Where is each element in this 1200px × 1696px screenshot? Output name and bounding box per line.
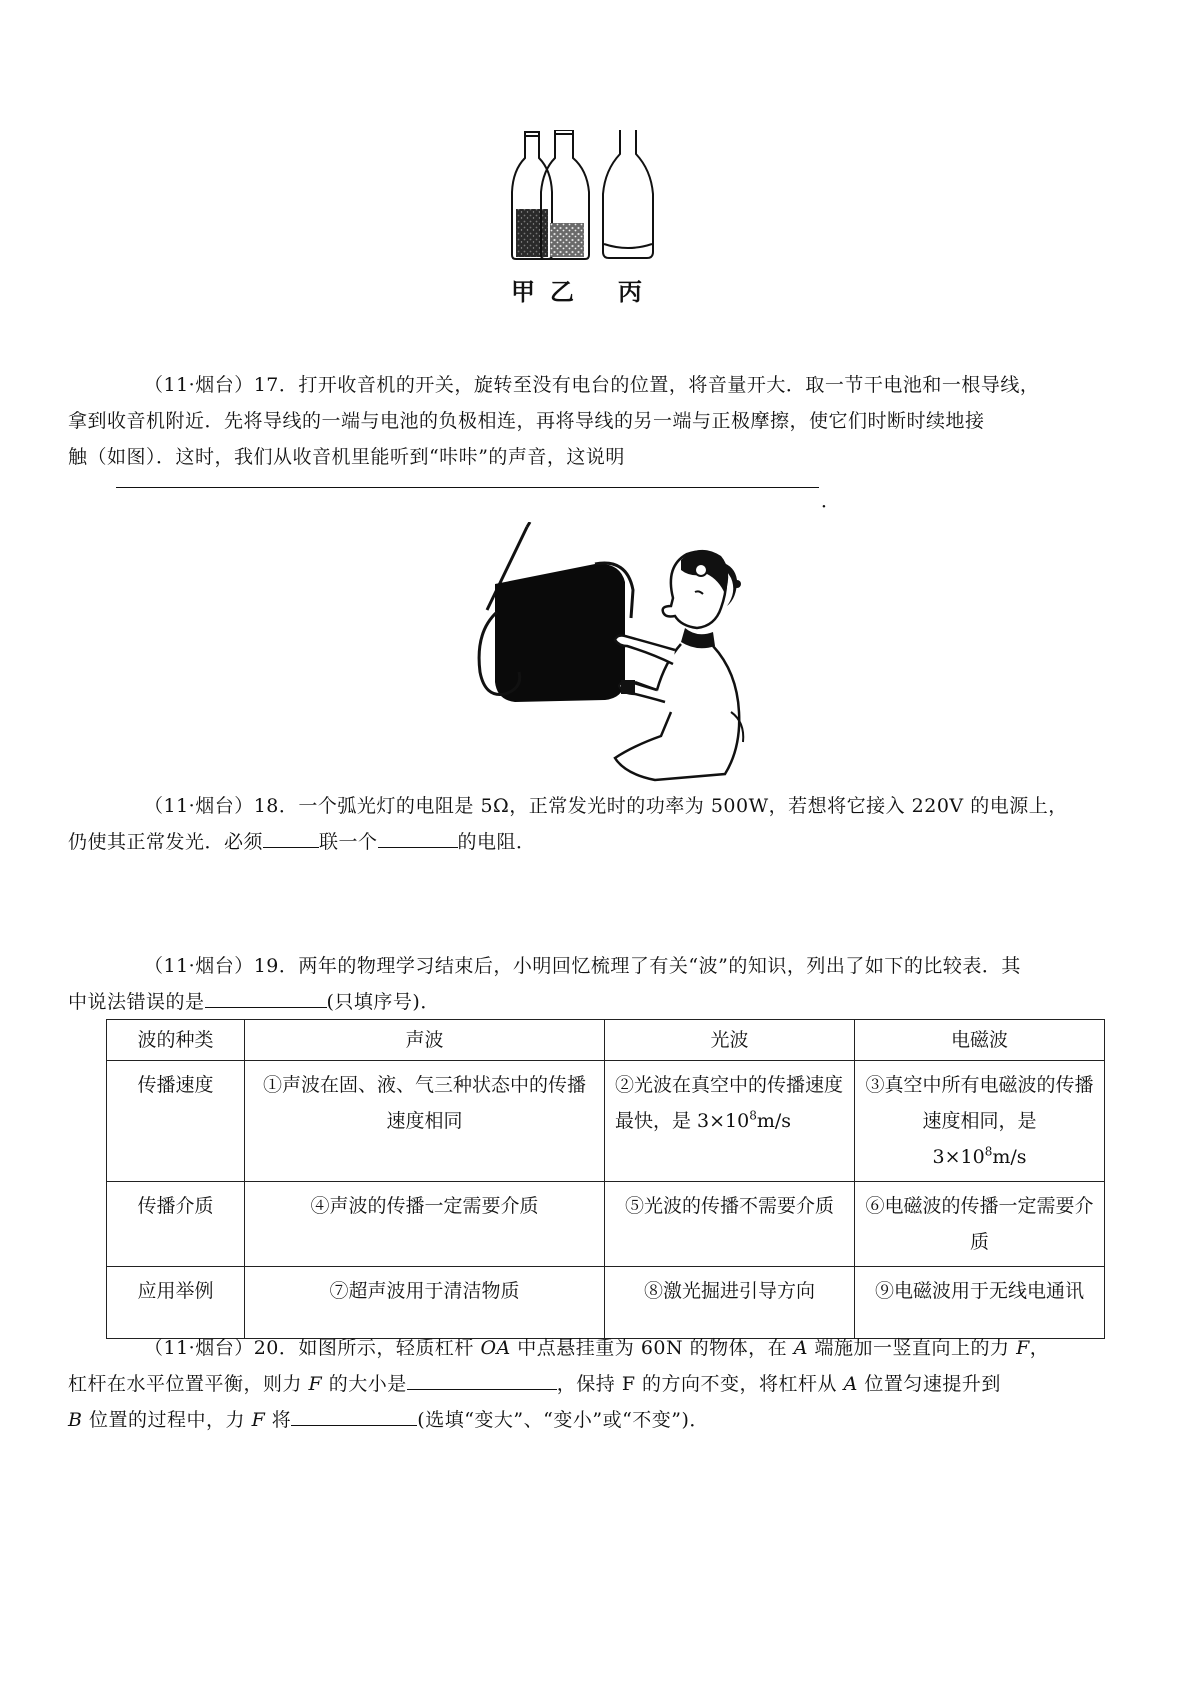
q20-text: ， xyxy=(1029,1337,1050,1359)
table-row xyxy=(107,1061,1105,1182)
table-row xyxy=(107,1182,1105,1267)
q20-text: 端施加一竖直向上的力 xyxy=(807,1337,1017,1359)
q17-line3: 触（如图）．这时，我们从收音机里能听到“咔咔”的声音，这说明 xyxy=(68,446,625,468)
q19-text-b: 中说法错误的是 xyxy=(68,991,205,1013)
q18-text-a: 一个弧光灯的电阻是 5Ω，正常发光时的功率为 500W，若想将它接入 220V 的电源上， xyxy=(298,795,1068,817)
cell-value: 3×10 xyxy=(932,1146,985,1168)
q20-text: ，保持 F 的方向不变，将杠杆从 xyxy=(556,1373,844,1395)
q18-blank-2[interactable] xyxy=(378,825,458,848)
q20-var-b: B xyxy=(68,1409,83,1431)
q17-answer-blank[interactable] xyxy=(116,487,819,488)
cell-text: ③真空中所有电磁波的传播速度相同，是 xyxy=(865,1074,1094,1132)
table-header: 光波 xyxy=(605,1020,855,1061)
bottle-yi xyxy=(541,130,589,259)
q17-tag: （11·烟台）17． xyxy=(144,374,299,396)
bottle-jia xyxy=(512,132,552,259)
q20-var-a: A xyxy=(843,1373,858,1395)
table-cell: ①声波在固、液、气三种状态中的传播速度相同 xyxy=(245,1061,605,1182)
q19-blank[interactable] xyxy=(205,985,327,1008)
q20-text: (选填“变大”、“变小”或“不变”)． xyxy=(417,1409,709,1431)
q20-text: 的大小是 xyxy=(322,1373,407,1395)
bottle-label-yi: 乙 xyxy=(550,278,574,306)
table-cell: ④声波的传播一定需要介质 xyxy=(245,1182,605,1267)
bottle-bing xyxy=(603,130,653,258)
q18-tag: （11·烟台）18． xyxy=(144,795,299,817)
row-label: 传播速度 xyxy=(107,1061,245,1182)
table-header: 声波 xyxy=(245,1020,605,1061)
q20-var-f: F xyxy=(251,1409,266,1431)
q18-blank-1[interactable] xyxy=(263,825,319,848)
table-header: 波的种类 xyxy=(107,1020,245,1061)
q20-text: 将 xyxy=(265,1409,292,1431)
cell-exponent: 8 xyxy=(749,1108,757,1123)
cell-text: ②光波在真空中的传播速度最快，是 3×10 xyxy=(615,1074,844,1132)
table-cell: ⑥电磁波的传播一定需要介质 xyxy=(855,1182,1105,1267)
q19-text-c: (只填序号)． xyxy=(326,991,440,1013)
q18-text-d: 的电阻． xyxy=(457,831,536,853)
table-cell xyxy=(605,1061,855,1182)
table-cell: ⑦超声波用于清洁物质 xyxy=(245,1267,605,1339)
cell-unit: m/s xyxy=(756,1110,792,1132)
q19-text-a: 两年的物理学习结束后，小明回忆梳理了有关“波”的知识，列出了如下的比较表．其 xyxy=(298,955,1021,977)
table-cell: ⑤光波的传播不需要介质 xyxy=(605,1182,855,1267)
q20-var-oa: OA xyxy=(480,1337,511,1359)
cell-exponent: 8 xyxy=(984,1144,993,1159)
table-cell: ⑨电磁波用于无线电通讯 xyxy=(855,1267,1105,1339)
q20-text: 如图所示，轻质杠杆 xyxy=(298,1337,481,1359)
bottles-figure xyxy=(505,130,705,325)
question-19 xyxy=(68,948,1104,1020)
question-18 xyxy=(68,788,1104,860)
q20-text: 杠杆在水平位置平衡，则力 xyxy=(68,1373,309,1395)
q17-line2: 拿到收音机附近．先将导线的一端与电池的负极相连，再将导线的另一端与正极摩擦，使它们时断时续地接 xyxy=(68,410,985,432)
bottle-label-jia: 甲 xyxy=(511,278,535,306)
table-cell xyxy=(855,1061,1105,1182)
q19-tag: （11·烟台）19． xyxy=(144,955,299,977)
row-label: 传播介质 xyxy=(107,1182,245,1267)
q18-text-b: 仍使其正常发光．必须 xyxy=(68,831,264,853)
q20-var-f: F xyxy=(1016,1337,1030,1359)
bottle-label-bing: 丙 xyxy=(618,278,642,306)
table-header: 电磁波 xyxy=(855,1020,1105,1061)
cell-unit: m/s xyxy=(992,1146,1027,1168)
q17-end: ． xyxy=(821,490,841,512)
q20-text: 位置匀速提升到 xyxy=(857,1373,1001,1395)
table-cell: ⑧激光掘进引导方向 xyxy=(605,1267,855,1339)
q18-text-c: 联一个 xyxy=(319,831,378,853)
q20-var-a: A xyxy=(793,1337,808,1359)
question-17 xyxy=(68,367,1104,475)
q20-text: 中点悬挂重为 60N 的物体，在 xyxy=(510,1337,794,1359)
table-header-row xyxy=(107,1020,1105,1061)
q20-tag: （11·烟台）20． xyxy=(144,1337,299,1359)
table-row xyxy=(107,1267,1105,1339)
q20-text: 位置的过程中，力 xyxy=(82,1409,252,1431)
wave-comparison-table xyxy=(106,1019,1105,1339)
q20-blank-2[interactable] xyxy=(291,1403,417,1426)
q20-blank-1[interactable] xyxy=(407,1367,557,1390)
radio-girl-figure xyxy=(475,522,755,790)
row-label: 应用举例 xyxy=(107,1267,245,1339)
q17-line1: 打开收音机的开关，旋转至没有电台的位置，将音量开大．取一节干电池和一根导线， xyxy=(298,374,1040,396)
q20-var-f: F xyxy=(308,1373,323,1395)
question-20 xyxy=(68,1330,1104,1438)
